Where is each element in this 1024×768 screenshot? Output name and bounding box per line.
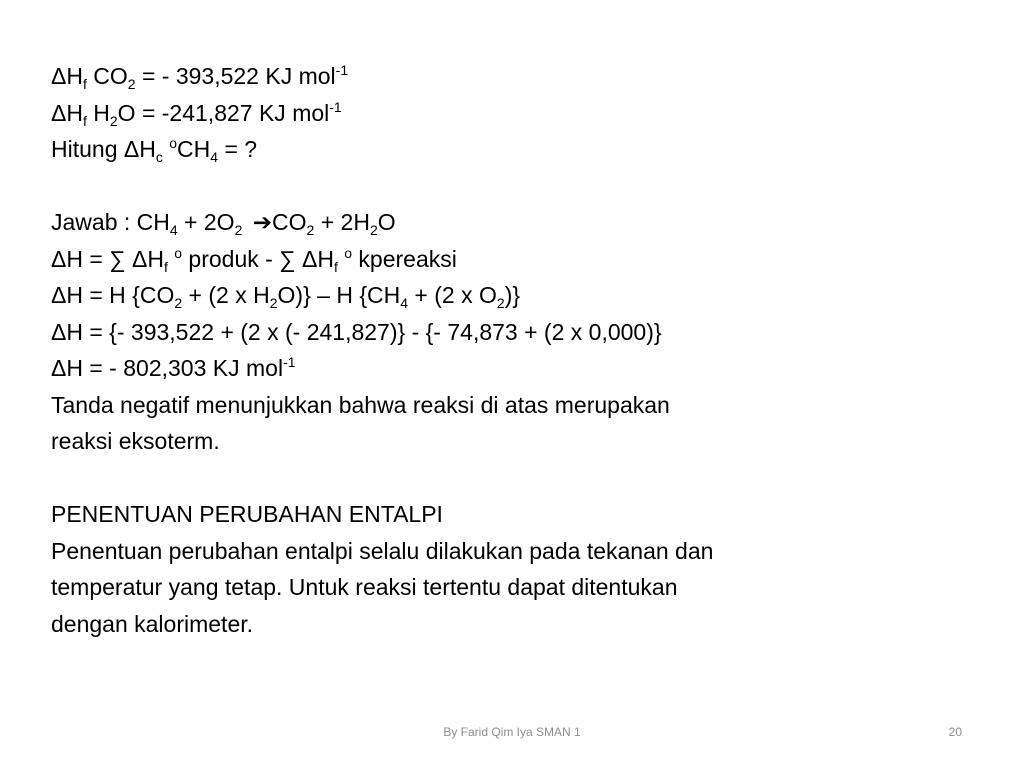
line-numeric-calculation: ΔH = {- 393,522 + (2 x (- 241,827)} - {- 74,873 + (2 x 0,000)} [51, 318, 662, 345]
line-result: ΔH = - 802,303 KJ mol$^{-1}$ [51, 354, 296, 381]
line-question: Hitung $\Delta H_c$ $^oCH_4$ = ? [51, 135, 258, 165]
line-conclusion-1: Tanda negatif menunjukkan bahwa reaksi di atas merupakan [51, 391, 670, 418]
paragraph-line-3: dengan kalorimeter. [51, 610, 254, 637]
line-enthalpy-h2o: $\Delta H_f$ $H_2O = -241,827$ KJ mol$^{-1}$ [51, 98, 342, 129]
paragraph-line-1: Penentuan perubahan entalpi selalu dilakukan pada tekanan dan [51, 537, 714, 564]
paragraph-line-2: temperatur yang tetap. Untuk reaksi tertentu dapat ditentukan [51, 574, 678, 600]
slide-body [51, 58, 951, 642]
line-formula: ΔH = ∑ $\Delta H_f$ $^o$ produk - ∑ $\Delta H_f$ $^o$ kpereaksi [51, 244, 457, 275]
section-heading: PENENTUAN PERUBAHAN ENTALPI [51, 501, 443, 527]
arrow-right-icon: ➔ [252, 209, 273, 235]
line-enthalpy-co2: $\Delta H_f$ $CO_2$ = - 393,522 KJ mol$^{-1}$ [51, 62, 349, 92]
page-number: 20 [948, 725, 962, 739]
line-conclusion-2: reaksi eksoterm. [51, 428, 220, 454]
line-substitution: ΔH = H {$CO_2 + (2$ x $H_2O$)} – H {$CH_4 + (2$ x $O_2$)} [51, 282, 521, 311]
line-reaction-equation: Jawab : $CH_4 + 2O_2$ $➔CO_2 + 2H_2O$ [51, 209, 396, 238]
blank-line [51, 168, 951, 205]
footer-author: By Farid Qim Iya SMAN 1 [443, 725, 581, 739]
blank-line [51, 460, 951, 497]
